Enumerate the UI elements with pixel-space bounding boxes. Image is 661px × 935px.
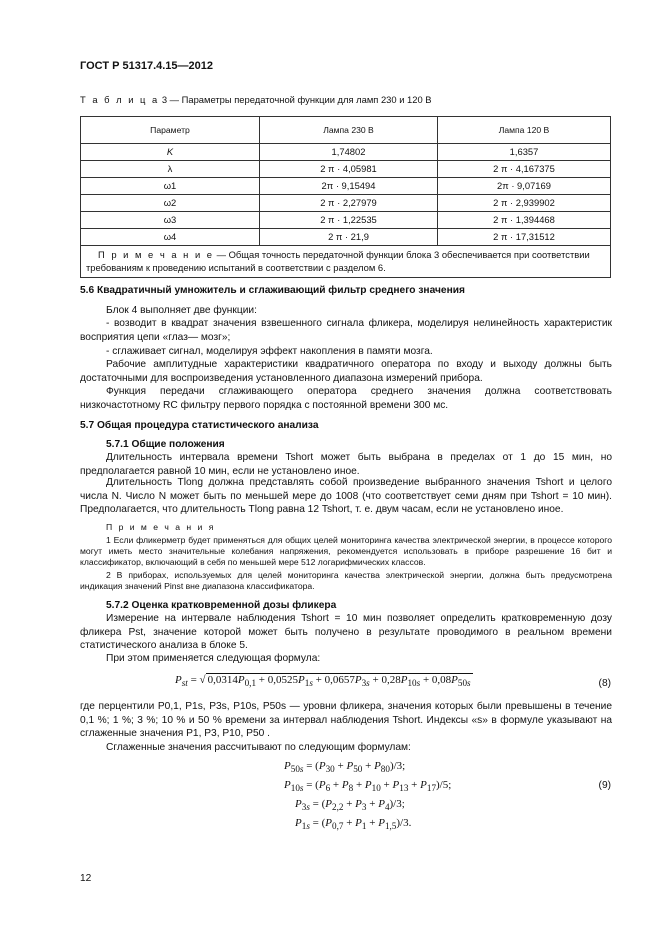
paragraph: Длительность Tlong должна представлять собой произведение выбранного значения Tshort и целого числа N. Число N может быть по меньшей мере до 1008 (что соответствует семи дням при Tshort = 10 мин). Предполагается, что длительность Tlong равна 12 Tshort, т. е. двум часам, если не установлено иное. (80, 477, 612, 516)
value-230-cell: 2 π · 21,9 (260, 229, 438, 246)
value-230-cell: 2 π · 1,22535 (260, 212, 438, 229)
table-row (81, 229, 611, 246)
table-row (81, 161, 611, 178)
document-header: ГОСТ Р 51317.4.15—2012 (80, 60, 214, 72)
param-cell: ω4 (81, 229, 260, 246)
notes-label: П р и м е ч а н и я (106, 522, 216, 532)
table-row (81, 195, 611, 212)
paragraph: - сглаживает сигнал, моделируя эффект накопления в памяти мозга. (106, 346, 433, 357)
param-cell: ω1 (81, 178, 260, 195)
paragraph: Измерение на интервале наблюдения Tshort = 10 мин позволяет определить кратковременную дозу фликера Pst, значение которой может быть получено в результате проводимого в реальном времени статистического анализа в блоке 5. (80, 613, 612, 652)
table-row (81, 144, 611, 161)
page-number: 12 (80, 873, 92, 884)
note: 1 Если фликерметр будет применяться для общих целей мониторинга качества электрической энергии, в процессе которого могут иметь место значительные колебания напряжения, рекомендуется использовать в приборе разрешение 16 бит и классификатор, включающий в себя по меньшей мере 512 логарифмических классов. (80, 535, 612, 568)
formula-9-line-4: $P_{1s} = (P_{0,7} + P_1 + P_{1,5})/3$. (295, 817, 412, 832)
formula-9-line-1: $P_{50s} = (P_{30} + P_{50} + P_{80})/3$; (284, 760, 406, 775)
formula-9-line-3: $P_{3s} = (P_{2,2} + P_3 + P_4)/3$; (295, 798, 405, 813)
equation-number-8: (8) (598, 678, 611, 689)
subsection-5-7-1-heading: 5.7.1 Общие положения (106, 439, 225, 450)
param-cell: ω3 (81, 212, 260, 229)
table-row (81, 178, 611, 195)
value-230-cell: 2 π · 4,05981 (260, 161, 438, 178)
param-cell: ω2 (81, 195, 260, 212)
table-note: П р и м е ч а н и е — Общая точность передаточной функции блока 3 обеспечивается при соответствии требованиям к проведению испытаний в соответствии с разделом 6. (81, 246, 611, 278)
value-120-cell: 2 π · 2,939902 (438, 195, 611, 212)
value-120-cell: 2π · 9,07169 (438, 178, 611, 195)
formula-8: $P_{st}$ = √ $0,0314P_{0,1} + 0,0525P_{1s} + 0,0657P_{3s} + 0,28P_{10s} + 0,08P_{50s}$ (175, 673, 473, 691)
equation-number-9: (9) (598, 780, 611, 791)
section-5-7-heading: 5.7 Общая процедура статистического анализа (80, 420, 319, 431)
paragraph: При этом применяется следующая формула: (106, 653, 321, 664)
note: 2 В приборах, используемых для целей мониторинга качества электрической энергии, должна быть предусмотрена индикация значений Pinst вне диапазона классификатора. (80, 570, 612, 592)
value-120-cell: 2 π · 4,167375 (438, 161, 611, 178)
table-header-row (81, 117, 611, 144)
table-row (81, 212, 611, 229)
col-header-parameter: Параметр (81, 117, 260, 144)
value-230-cell: 2 π · 2,27979 (260, 195, 438, 212)
table-caption: Т а б л и ц а 3 — Параметры передаточной функции для ламп 230 и 120 В (80, 94, 432, 105)
paragraph: Функция передачи сглаживающего оператора среднего значения должна соответствовать низкочастотному RC фильтру первого порядка с постоянной времени 300 мс. (80, 386, 612, 411)
value-230-cell: 1,74802 (260, 144, 438, 161)
paragraph: Сглаженные значения рассчитывают по следующим формулам: (106, 742, 411, 753)
paragraph: Рабочие амплитудные характеристики квадратичного оператора по входу и выходу должны быть достаточными для воспроизведения установленного диапазона измерений прибора. (80, 359, 612, 384)
table-note-row (81, 246, 611, 278)
value-120-cell: 2 π · 1,394468 (438, 212, 611, 229)
param-cell: λ (81, 161, 260, 178)
paragraph: где перцентили P0,1, P1s, P3s, P10s, P50s — уровни фликера, значения которых были превышены в течение 0,1 %; 1 %; 3 %; 10 % и 50 % времени за интервал наблюдения Tshort. Индексы «s» в формуле указывают на сглаженные значения P1, P3, P10, P50 . (80, 701, 612, 740)
paragraph: - возводит в квадрат значения взвешенного сигнала фликера, моделируя нелинейность характеристик восприятия цепи «глаз— мозг»; (80, 318, 612, 343)
subsection-5-7-2-heading: 5.7.2 Оценка кратковременной дозы фликера (106, 600, 337, 611)
value-230-cell: 2π · 9,15494 (260, 178, 438, 195)
col-header-lamp-120: Лампа 120 В (438, 117, 611, 144)
section-5-6-heading: 5.6 Квадратичный умножитель и сглаживающий фильтр среднего значения (80, 285, 465, 296)
transfer-function-table (80, 116, 611, 278)
paragraph: Длительность интервала времени Tshort может быть выбрана в пределах от 1 до 15 мин, но предполагается равной 10 мин, если не установлено иное. (80, 452, 612, 477)
col-header-lamp-230: Лампа 230 В (260, 117, 438, 144)
param-cell: K (81, 144, 260, 161)
value-120-cell: 2 π · 17,31512 (438, 229, 611, 246)
formula-9-line-2: $P_{10s} = (P_6 + P_8 + P_{10} + P_{13} + P_{17})/5$; (284, 779, 452, 794)
value-120-cell: 1,6357 (438, 144, 611, 161)
paragraph: Блок 4 выполняет две функции: (106, 305, 257, 316)
